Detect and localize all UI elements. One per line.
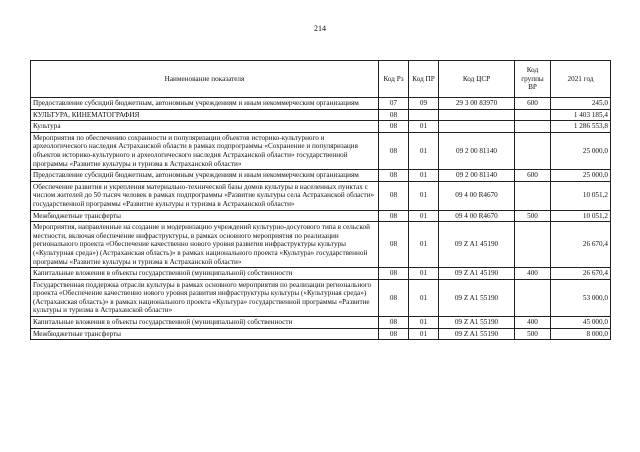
cell-amount: 25 000,0 <box>551 132 611 169</box>
cell-csr <box>439 121 515 133</box>
cell-vr <box>515 279 551 316</box>
cell-vr <box>515 222 551 268</box>
cell-rz: 08 <box>379 121 409 133</box>
table-row <box>31 317 611 329</box>
cell-name: Мероприятия по обеспечению сохранности и популяризации объектов историко-культурного и археологического наследия Астраханской области в рамках подпрограммы «Сохранение и популяризация объектов историко-культурного и археологического наследия Астраханской области» государственной программы «Развитие культуры и туризма в Астраханской области» <box>31 132 379 169</box>
cell-amount: 45 000,0 <box>551 317 611 329</box>
cell-rz: 08 <box>379 279 409 316</box>
table-row <box>31 279 611 316</box>
table-row <box>31 98 611 110</box>
cell-vr: 500 <box>515 328 551 340</box>
cell-vr: 600 <box>515 170 551 182</box>
cell-vr <box>515 121 551 133</box>
table-body <box>31 98 611 340</box>
cell-amount: 10 051,2 <box>551 181 611 210</box>
cell-name: Культура <box>31 121 379 133</box>
cell-pr: 01 <box>409 170 439 182</box>
cell-csr: 09 Z A1 45190 <box>439 222 515 268</box>
cell-amount: 26 670,4 <box>551 268 611 280</box>
cell-rz: 08 <box>379 328 409 340</box>
budget-table <box>30 60 611 340</box>
cell-vr: 600 <box>515 98 551 110</box>
cell-rz: 07 <box>379 98 409 110</box>
cell-name: Предоставление субсидий бюджетным, автономным учреждениям и иным некоммерческим организациям <box>31 170 379 182</box>
cell-name: Мероприятия, направленные на создание и модернизацию учреждений культурно-досугового типа в сельской местности, включая обеспечение инфраструктуры, в рамках основного мероприятия по реализации регионального проекта «Обеспечение качественно нового уровня развития инфраструктуры культуры («Культурная среда») (Астраханская область)» в рамках национального проекта «Культура» государственной программы «Развитие культуры и туризма в Астраханской области» <box>31 222 379 268</box>
table-row <box>31 328 611 340</box>
cell-name: Межбюджетные трансферты <box>31 328 379 340</box>
cell-rz: 08 <box>379 132 409 169</box>
table-row <box>31 121 611 133</box>
cell-name: Капитальные вложения в объекты государственной (муниципальной) собственности <box>31 268 379 280</box>
cell-vr: 400 <box>515 317 551 329</box>
cell-pr: 01 <box>409 317 439 329</box>
cell-csr: 09 Z A1 45190 <box>439 268 515 280</box>
table-row <box>31 109 611 121</box>
cell-pr <box>409 109 439 121</box>
cell-amount: 26 670,4 <box>551 222 611 268</box>
table-row <box>31 222 611 268</box>
cell-vr <box>515 109 551 121</box>
cell-name: КУЛЬТУРА, КИНЕМАТОГРАФИЯ <box>31 109 379 121</box>
header-name: Наименование показателя <box>31 61 379 98</box>
cell-amount: 25 000,0 <box>551 170 611 182</box>
cell-amount: 1 403 185,4 <box>551 109 611 121</box>
cell-rz: 08 <box>379 170 409 182</box>
cell-csr: 29 3 00 83970 <box>439 98 515 110</box>
cell-csr: 09 Z A1 55190 <box>439 279 515 316</box>
cell-amount: 53 000,0 <box>551 279 611 316</box>
cell-rz: 08 <box>379 109 409 121</box>
header-rz: Код Рз <box>379 61 409 98</box>
cell-vr <box>515 132 551 169</box>
cell-amount: 1 286 553,8 <box>551 121 611 133</box>
cell-rz: 08 <box>379 317 409 329</box>
cell-pr: 01 <box>409 121 439 133</box>
header-vr: Код группы ВР <box>515 61 551 98</box>
cell-csr: 09 Z A1 55190 <box>439 328 515 340</box>
cell-csr: 09 4 00 R4670 <box>439 181 515 210</box>
cell-csr <box>439 109 515 121</box>
cell-amount: 245,0 <box>551 98 611 110</box>
cell-name: Государственная поддержка отрасли культуры в рамках основного мероприятия по реализации регионального проекта «Обеспечение качественно нового уровня развития инфраструктуры культуры («Культурная среда») (Астраханская область)» в рамках национального проекта «Культура» государственной программы «Развитие культуры и туризма в Астраханской области» <box>31 279 379 316</box>
cell-pr: 01 <box>409 279 439 316</box>
table-row <box>31 170 611 182</box>
header-csr: Код ЦСР <box>439 61 515 98</box>
cell-pr: 09 <box>409 98 439 110</box>
table-row <box>31 181 611 210</box>
cell-name: Обеспечение развития и укрепления материально-технической базы домов культуры в населенных пунктах с числом жителей до 50 тысяч человек в рамках подпрограммы «Развитие культуры села Астраханской области» государственной программы «Развитие культуры и туризма в Астраханской области» <box>31 181 379 210</box>
table-row <box>31 210 611 222</box>
cell-amount: 8 000,0 <box>551 328 611 340</box>
cell-csr: 09 2 00 81140 <box>439 132 515 169</box>
cell-pr: 01 <box>409 222 439 268</box>
page-number: 214 <box>314 24 326 33</box>
cell-name: Межбюджетные трансферты <box>31 210 379 222</box>
cell-vr: 500 <box>515 210 551 222</box>
cell-rz: 08 <box>379 268 409 280</box>
cell-name: Капитальные вложения в объекты государственной (муниципальной) собственности <box>31 317 379 329</box>
table-row <box>31 268 611 280</box>
header-pr: Код ПР <box>409 61 439 98</box>
cell-csr: 09 Z A1 55190 <box>439 317 515 329</box>
cell-pr: 01 <box>409 268 439 280</box>
cell-name: Предоставление субсидий бюджетным, автономным учреждениям и иным некоммерческим организациям <box>31 98 379 110</box>
cell-amount: 10 051,2 <box>551 210 611 222</box>
cell-rz: 08 <box>379 210 409 222</box>
cell-rz: 08 <box>379 222 409 268</box>
cell-vr: 400 <box>515 268 551 280</box>
cell-pr: 01 <box>409 181 439 210</box>
table-row <box>31 132 611 169</box>
cell-pr: 01 <box>409 328 439 340</box>
cell-pr: 01 <box>409 132 439 169</box>
cell-rz: 08 <box>379 181 409 210</box>
cell-pr: 01 <box>409 210 439 222</box>
cell-vr <box>515 181 551 210</box>
header-year: 2021 год <box>551 61 611 98</box>
cell-csr: 09 4 00 R4670 <box>439 210 515 222</box>
header-row <box>31 61 611 98</box>
cell-csr: 09 2 00 81140 <box>439 170 515 182</box>
